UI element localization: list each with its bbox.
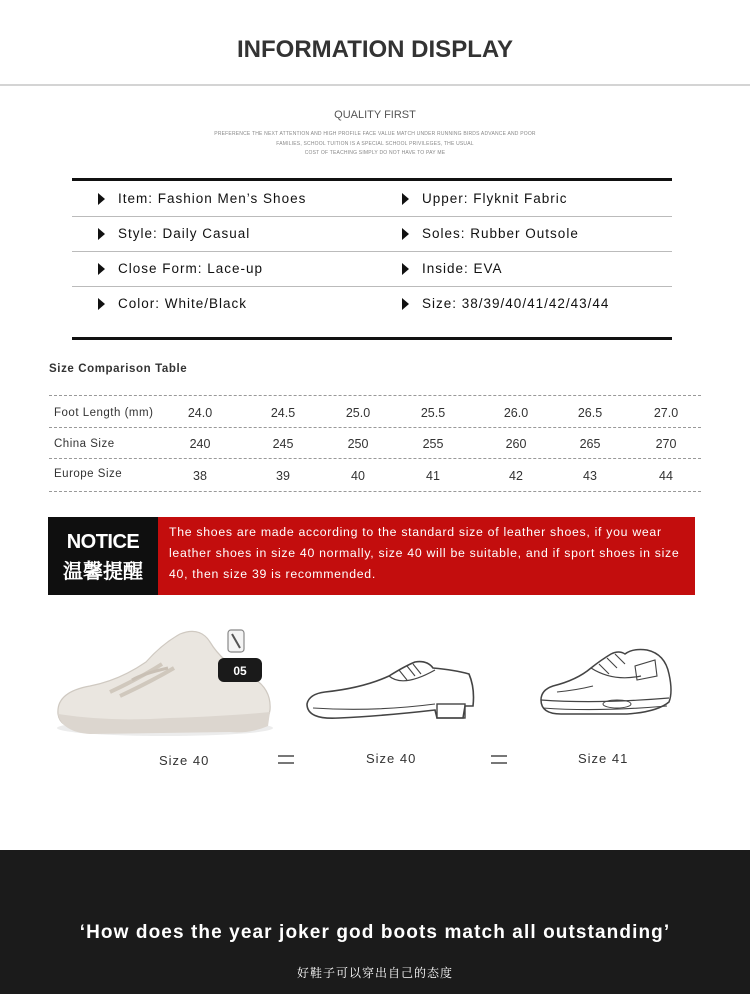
spec-row: [72, 181, 672, 217]
quality-fine-line: PREFERENCE THE NEXT ATTENTION AND HIGH PROFILE FACE VALUE MATCH UNDER RUNNING BIRDS ADVANCE AND POOR: [214, 131, 536, 137]
quality-title: QUALITY FIRST: [334, 109, 416, 121]
table-row: [49, 429, 701, 459]
spec-text: Item: Fashion Men’s Shoes: [118, 191, 307, 206]
table-cell: 25.5: [420, 406, 446, 420]
spec-item: [98, 251, 263, 286]
comparison-label: Size 40: [159, 753, 210, 768]
bullet-triangle-icon: [402, 298, 409, 310]
table-cell: 24.0: [187, 406, 213, 420]
table-cell: 39: [276, 469, 290, 483]
comparison-label: Size 41: [578, 751, 629, 766]
table-cell: 250: [347, 437, 369, 451]
table-cell: 43: [583, 469, 597, 483]
table-cell: 27.0: [653, 406, 679, 420]
table-cell: 26.0: [503, 406, 529, 420]
spec-item: [402, 286, 609, 321]
table-cell: 42: [509, 469, 523, 483]
equals-icon: [491, 755, 507, 764]
table-cell: 270: [655, 437, 677, 451]
notice-title: NOTICE: [66, 531, 140, 553]
table-cell: 25.0: [345, 406, 371, 420]
table-row: [49, 459, 701, 489]
sneaker-photo: [50, 622, 280, 742]
table-divider: [49, 491, 701, 492]
spec-row: [72, 286, 672, 321]
sport-shoe-icon: [537, 646, 675, 726]
footer-quote: ‘How does the year joker god boots match all outstanding’: [79, 922, 671, 943]
svg-text:05: 05: [233, 664, 247, 678]
table-cell: 240: [189, 437, 211, 451]
spec-item: [402, 181, 568, 216]
table-cell: 41: [426, 469, 440, 483]
row-label: Foot Length (mm): [54, 407, 154, 419]
spec-text: Inside: EVA: [422, 261, 503, 276]
spec-item: [402, 251, 503, 286]
row-label: China Size: [54, 438, 115, 450]
table-cell: 38: [193, 469, 207, 483]
spec-text: Upper: Flyknit Fabric: [422, 191, 568, 206]
table-cell: 245: [272, 437, 294, 451]
notice-text: The shoes are made according to the standard size of leather shoes, if you wear leather shoes in size 40 normally, size 40 will be suitable, and if sport shoes in size 40, then size 39 is recommended.: [169, 525, 680, 581]
spec-text: Soles: Rubber Outsole: [422, 226, 579, 241]
spec-item: [98, 181, 306, 216]
table-cell: 40: [351, 469, 365, 483]
spec-text: Close Form: Lace-up: [118, 261, 264, 276]
leather-shoe-icon: [303, 658, 479, 728]
page-title: INFORMATION DISPLAY: [236, 36, 513, 63]
footer-banner: [0, 850, 750, 994]
table-divider: [49, 427, 701, 428]
spec-item: [402, 216, 579, 251]
quality-fine-line: COST OF TEACHING SIMPLY DO NOT HAVE TO PAY ME: [304, 150, 446, 156]
bullet-triangle-icon: [402, 228, 409, 240]
bullet-triangle-icon: [98, 298, 105, 310]
table-cell: 44: [659, 469, 673, 483]
bullet-triangle-icon: [98, 228, 105, 240]
comparison-label: Size 40: [366, 751, 417, 766]
table-cell: 265: [579, 437, 601, 451]
size-table-title: Size Comparison Table: [49, 363, 188, 375]
bullet-triangle-icon: [402, 263, 409, 275]
table-cell: 260: [505, 437, 527, 451]
bullet-triangle-icon: [98, 193, 105, 205]
table-row: [49, 398, 701, 428]
row-label: Europe Size: [54, 468, 123, 480]
spec-table: [72, 178, 672, 340]
spec-text: Color: White/Black: [118, 296, 248, 311]
bullet-triangle-icon: [98, 263, 105, 275]
spec-text: Style: Daily Casual: [118, 226, 251, 241]
bullet-triangle-icon: [402, 193, 409, 205]
spec-row: [72, 216, 672, 252]
spec-item: [98, 216, 250, 251]
quality-fine-line: FAMILIES, SCHOOL TUITION IS A SPECIAL SCHOOL PRIVILEGES, THE USUAL: [276, 141, 474, 147]
footer-subtitle: 好鞋子可以穿出自己的态度: [296, 966, 453, 980]
spec-text: Size: 38/39/40/41/42/43/44: [422, 296, 610, 311]
spec-item: [98, 286, 247, 321]
header-divider: [0, 84, 750, 86]
table-cell: 255: [422, 437, 444, 451]
table-divider: [49, 395, 701, 396]
notice-banner: [48, 517, 695, 595]
table-cell: 24.5: [270, 406, 296, 420]
table-cell: 26.5: [577, 406, 603, 420]
spec-row: [72, 251, 672, 287]
equals-icon: [278, 755, 294, 764]
notice-badge: [48, 517, 158, 595]
notice-title-cn: 温馨提醒: [63, 561, 143, 583]
